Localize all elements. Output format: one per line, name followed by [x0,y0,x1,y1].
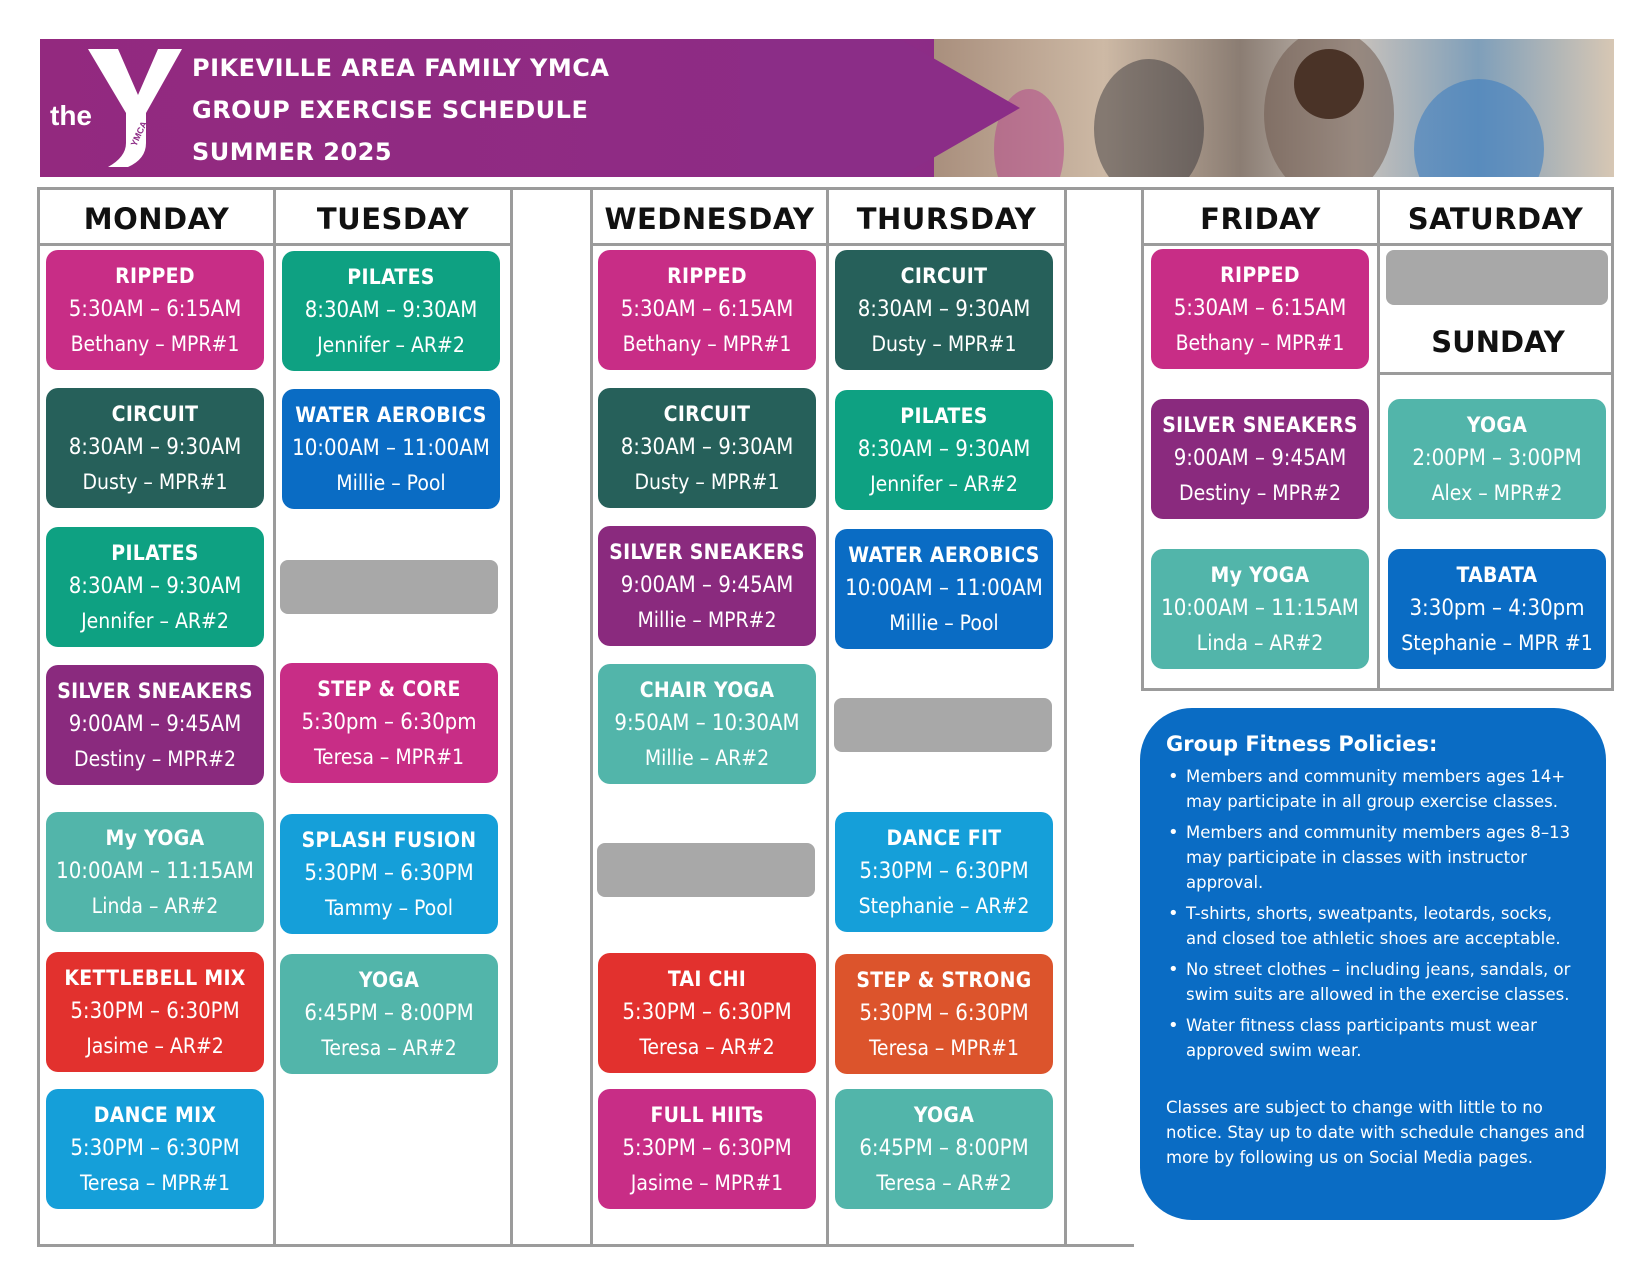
policies-title: Group Fitness Policies: [1166,732,1438,756]
class-name: RIPPED [667,264,747,288]
class-time: 9:00AM – 9:45AM [620,573,794,598]
class-instructor: Linda – AR#2 [91,894,219,918]
class-time: 10:00AM – 11:15AM [56,859,254,884]
class-instructor: Alex – MPR#2 [1431,481,1563,505]
class-name: SILVER SNEAKERS [57,679,253,703]
class-card[interactable] [282,251,500,371]
class-name: PILATES [900,404,988,428]
policies-note: Classes are subject to change with little to no notice. Stay up to date with schedule changes and more by following us on Social Media pages. [1166,1098,1585,1167]
class-card[interactable] [46,952,264,1072]
class-instructor: Teresa – MPR#1 [868,1036,1020,1060]
class-time: 8:30AM – 9:30AM [857,297,1031,322]
class-card[interactable] [835,812,1053,932]
class-name: TABATA [1456,563,1538,587]
class-card[interactable] [46,250,264,370]
day-header-tuesday: TUESDAY [316,202,470,236]
class-card[interactable] [46,527,264,647]
wednesday-empty-slot [597,843,815,897]
tuesday-empty-slot [280,560,498,614]
class-name: PILATES [111,541,199,565]
class-name: My YOGA [105,826,205,850]
group-fitness-policies [1140,708,1606,1220]
class-time: 5:30AM – 6:15AM [1173,296,1347,321]
thursday-empty-slot [834,698,1052,752]
day-header-thursday: THURSDAY [856,202,1037,236]
class-instructor: Bethany – MPR#1 [1175,331,1345,355]
class-time: 5:30PM – 6:30PM [859,1001,1029,1026]
class-time: 5:30PM – 6:30PM [622,1136,792,1161]
class-time: 6:45PM – 8:00PM [859,1136,1029,1161]
class-instructor: Dusty – MPR#1 [871,332,1017,356]
class-instructor: Stephanie – AR#2 [858,894,1030,918]
class-name: SILVER SNEAKERS [609,540,805,564]
class-time: 8:30AM – 9:30AM [68,435,242,460]
class-time: 9:50AM – 10:30AM [614,711,800,736]
class-card[interactable] [46,665,264,785]
class-card[interactable] [598,953,816,1073]
class-card[interactable] [1388,399,1606,519]
class-time: 5:30PM – 6:30PM [622,1000,792,1025]
class-instructor: Dusty – MPR#1 [634,470,780,494]
class-instructor: Linda – AR#2 [1196,631,1324,655]
class-instructor: Millie – Pool [889,611,999,635]
class-name: DANCE MIX [93,1103,217,1127]
class-time: 8:30AM – 9:30AM [620,435,794,460]
class-card[interactable] [280,814,498,934]
class-time: 5:30AM – 6:15AM [68,297,242,322]
class-time: 6:45PM – 8:00PM [304,1001,474,1026]
class-card[interactable] [835,1089,1053,1209]
class-name: My YOGA [1210,563,1310,587]
class-card[interactable] [1151,549,1369,669]
class-name: CHAIR YOGA [639,678,775,702]
class-instructor: Jennifer – AR#2 [870,472,1018,496]
class-name: WATER AEROBICS [295,403,487,427]
class-time: 5:30PM – 6:30PM [70,999,240,1024]
class-name: SILVER SNEAKERS [1162,413,1358,437]
class-name: CIRCUIT [900,264,988,288]
banner-line-org: PIKEVILLE AREA FAMILY YMCA [192,54,610,82]
class-card[interactable] [835,250,1053,370]
banner-title [192,47,610,173]
policy-item: • Members and community members ages 8–13 may participate in classes with instructor approval. [1166,820,1588,895]
class-card[interactable] [280,954,498,1074]
day-header-sunday: SUNDAY [1431,325,1565,359]
class-card[interactable] [46,388,264,508]
class-card[interactable] [1151,399,1369,519]
class-time: 8:30AM – 9:30AM [68,574,242,599]
class-time: 8:30AM – 9:30AM [304,298,478,323]
class-time: 2:00PM – 3:00PM [1412,446,1582,471]
class-time: 10:00AM – 11:00AM [845,576,1043,601]
class-card[interactable] [835,390,1053,510]
class-time: 5:30pm – 6:30pm [301,710,477,735]
logo-ymca-text: YMCA [128,119,150,148]
class-name: RIPPED [115,264,195,288]
class-time: 5:30PM – 6:30PM [859,859,1029,884]
class-name: CIRCUIT [111,402,199,426]
class-name: TAI CHI [667,967,747,991]
class-time: 10:00AM – 11:00AM [292,436,490,461]
banner-line-schedule: GROUP EXERCISE SCHEDULE [192,96,589,124]
class-time: 5:30PM – 6:30PM [70,1136,240,1161]
class-name: STEP & STRONG [856,968,1032,992]
policy-item: • Water fitness class participants must wear approved swim wear. [1166,1013,1588,1063]
banner-line-season: SUMMER 2025 [192,138,393,166]
class-card[interactable] [598,664,816,784]
class-time: 9:00AM – 9:45AM [68,712,242,737]
class-name: STEP & CORE [317,677,461,701]
logo-the-text: the [50,100,92,131]
class-instructor: Tammy – Pool [324,896,454,920]
class-instructor: Destiny – MPR#2 [1179,481,1341,505]
class-instructor: Teresa – MPR#1 [313,745,465,769]
class-name: FULL HIITs [650,1103,764,1127]
class-instructor: Destiny – MPR#2 [74,747,236,771]
class-card[interactable] [1388,549,1606,669]
day-header-saturday: SATURDAY [1407,202,1584,236]
class-time: 8:30AM – 9:30AM [857,437,1031,462]
header-banner [40,39,1614,177]
class-name: DANCE FIT [886,826,1002,850]
class-name: WATER AEROBICS [848,543,1040,567]
class-name: YOGA [913,1103,975,1127]
class-card[interactable] [835,529,1053,649]
class-card[interactable] [598,250,816,370]
class-instructor: Bethany – MPR#1 [622,332,792,356]
policy-item: • Members and community members ages 14+ may participate in all group exercise classes. [1166,764,1588,814]
fitness-class-photo [934,39,1614,177]
class-instructor: Teresa – AR#2 [321,1036,457,1060]
class-name: KETTLEBELL MIX [64,966,246,990]
class-card[interactable] [598,526,816,646]
class-card[interactable] [835,954,1053,1074]
class-card[interactable] [598,1089,816,1209]
saturday-empty-slot [1386,250,1608,305]
class-card[interactable] [46,1089,264,1209]
class-instructor: Teresa – AR#2 [639,1035,775,1059]
class-instructor: Dusty – MPR#1 [82,470,228,494]
class-time: 3:30pm – 4:30pm [1409,596,1585,621]
class-instructor: Millie – AR#2 [644,746,770,770]
class-time: 10:00AM – 11:15AM [1161,596,1359,621]
day-header-wednesday: WEDNESDAY [604,202,815,236]
class-instructor: Millie – MPR#2 [637,608,777,632]
class-name: PILATES [347,265,435,289]
class-instructor: Teresa – MPR#1 [79,1171,231,1195]
class-instructor: Teresa – AR#2 [876,1171,1012,1195]
policy-item: • T-shirts, shorts, sweatpants, leotards, socks, and closed toe athletic shoes are acceptable. [1166,901,1588,951]
policies-list [1166,764,1588,1063]
class-card[interactable] [1151,249,1369,369]
class-instructor: Jennifer – AR#2 [317,333,465,357]
class-name: SPLASH FUSION [301,828,477,852]
class-name: RIPPED [1220,263,1300,287]
class-card[interactable] [280,663,498,783]
class-instructor: Jennifer – AR#2 [81,609,229,633]
class-time: 9:00AM – 9:45AM [1173,446,1347,471]
class-name: CIRCUIT [663,402,751,426]
class-instructor: Jasime – AR#2 [86,1034,224,1058]
day-header-monday: MONDAY [83,202,230,236]
day-header-friday: FRIDAY [1200,202,1321,236]
class-name: YOGA [358,968,420,992]
class-instructor: Millie – Pool [336,471,446,495]
class-name: YOGA [1466,413,1528,437]
class-instructor: Jasime – MPR#1 [630,1171,784,1195]
class-card[interactable] [282,389,500,509]
policy-item: • No street clothes – including jeans, sandals, or swim suits are allowed in the exercise classes. [1166,957,1588,1007]
class-card[interactable] [598,388,816,508]
class-instructor: Bethany – MPR#1 [70,332,240,356]
class-time: 5:30PM – 6:30PM [304,861,474,886]
class-card[interactable] [46,812,264,932]
class-time: 5:30AM – 6:15AM [620,297,794,322]
class-instructor: Stephanie – MPR #1 [1401,631,1593,655]
